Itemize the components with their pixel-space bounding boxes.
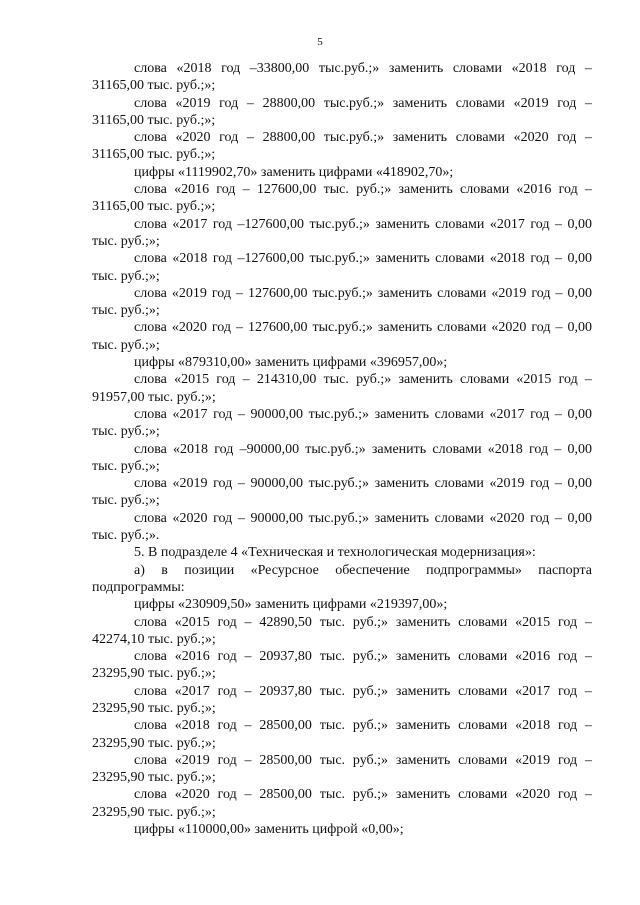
paragraph: слова «2018 год –90000,00 тыс.руб.;» заменить словами «2018 год – 0,00 тыс. руб.;»; xyxy=(92,441,592,474)
paragraph: слова «2019 год – 90000,00 тыс.руб.;» заменить словами «2019 год – 0,00 тыс. руб.;»; xyxy=(92,476,592,509)
paragraph: слова «2017 год –127600,00 тыс.руб.;» заменить словами «2017 год – 0,00 тыс. руб.;»; xyxy=(92,216,592,249)
subsection-item: а) в позиции «Ресурсное обеспечение подпрограммы» паспорта подпрограммы: xyxy=(92,562,592,595)
section-heading: 5. В подразделе 4 «Техническая и технологическая модернизация»: xyxy=(134,545,536,561)
paragraph: цифры «879310,00» заменить цифрами «396957,00»; xyxy=(134,355,448,371)
paragraph: слова «2015 год – 214310,00 тыс. руб.;» заменить словами «2015 год – 91957,00 тыс. руб.;»; xyxy=(92,372,592,405)
paragraph: цифры «230909,50» заменить цифрами «219397,00»; xyxy=(134,597,448,613)
paragraph: слова «2019 год – 28500,00 тыс. руб.;» заменить словами «2019 год – 23295,90 тыс. руб.;»; xyxy=(92,752,592,786)
paragraph: цифры «110000,00» заменить цифрой «0,00»; xyxy=(134,822,404,838)
paragraph: слова «2017 год – 20937,80 тыс. руб.;» заменить словами «2017 год – 23295,90 тыс. руб.;»; xyxy=(92,683,592,716)
paragraph: слова «2015 год – 42890,50 тыс. руб.;» заменить словами «2015 год – 42274,10 тыс. руб.;»; xyxy=(92,614,592,647)
paragraph: цифры «1119902,70» заменить цифрами «418902,70»; xyxy=(134,164,454,180)
paragraph: слова «2018 год –33800,00 тыс.руб.;» заменить словами «2018 год – 31165,00 тыс. руб.;»; xyxy=(92,61,592,94)
page-number: 5 xyxy=(317,36,323,48)
paragraph: слова «2018 год – 28500,00 тыс. руб.;» заменить словами «2018 год – 23295,90 тыс. руб.;»; xyxy=(92,718,592,751)
paragraph: слова «2019 год – 127600,00 тыс.руб.;» заменить словами «2019 год – 0,00 тыс. руб.;»; xyxy=(92,285,592,319)
paragraph: слова «2016 год – 127600,00 тыс. руб.;» заменить словами «2016 год – 31165,00 тыс. руб.;»; xyxy=(92,182,592,215)
paragraph: слова «2020 год – 28500,00 тыс. руб.;» заменить словами «2020 год – 23295,90 тыс. руб.;»; xyxy=(92,787,592,820)
paragraph: слова «2020 год – 127600,00 тыс.руб.;» заменить словами «2020 год – 0,00 тыс. руб.;»; xyxy=(92,320,592,353)
paragraph: слова «2016 год – 20937,80 тыс. руб.;» заменить словами «2016 год – 23295,90 тыс. руб.;»; xyxy=(92,649,592,682)
paragraph: слова «2017 год – 90000,00 тыс.руб.;» заменить словами «2017 год – 0,00 тыс. руб.;»; xyxy=(92,406,592,440)
document-body xyxy=(92,60,592,838)
paragraph: слова «2020 год – 90000,00 тыс.руб.;» заменить словами «2020 год – 0,00 тыс. руб.;». xyxy=(92,510,592,544)
paragraph: слова «2018 год –127600,00 тыс.руб.;» заменить словами «2018 год – 0,00 тыс. руб.;»; xyxy=(92,251,592,284)
paragraph: слова «2020 год – 28800,00 тыс.руб.;» заменить словами «2020 год – 31165,00 тыс. руб.;»; xyxy=(92,130,592,163)
paragraph: слова «2019 год – 28800,00 тыс.руб.;» заменить словами «2019 год – 31165,00 тыс. руб.;»; xyxy=(92,95,592,128)
